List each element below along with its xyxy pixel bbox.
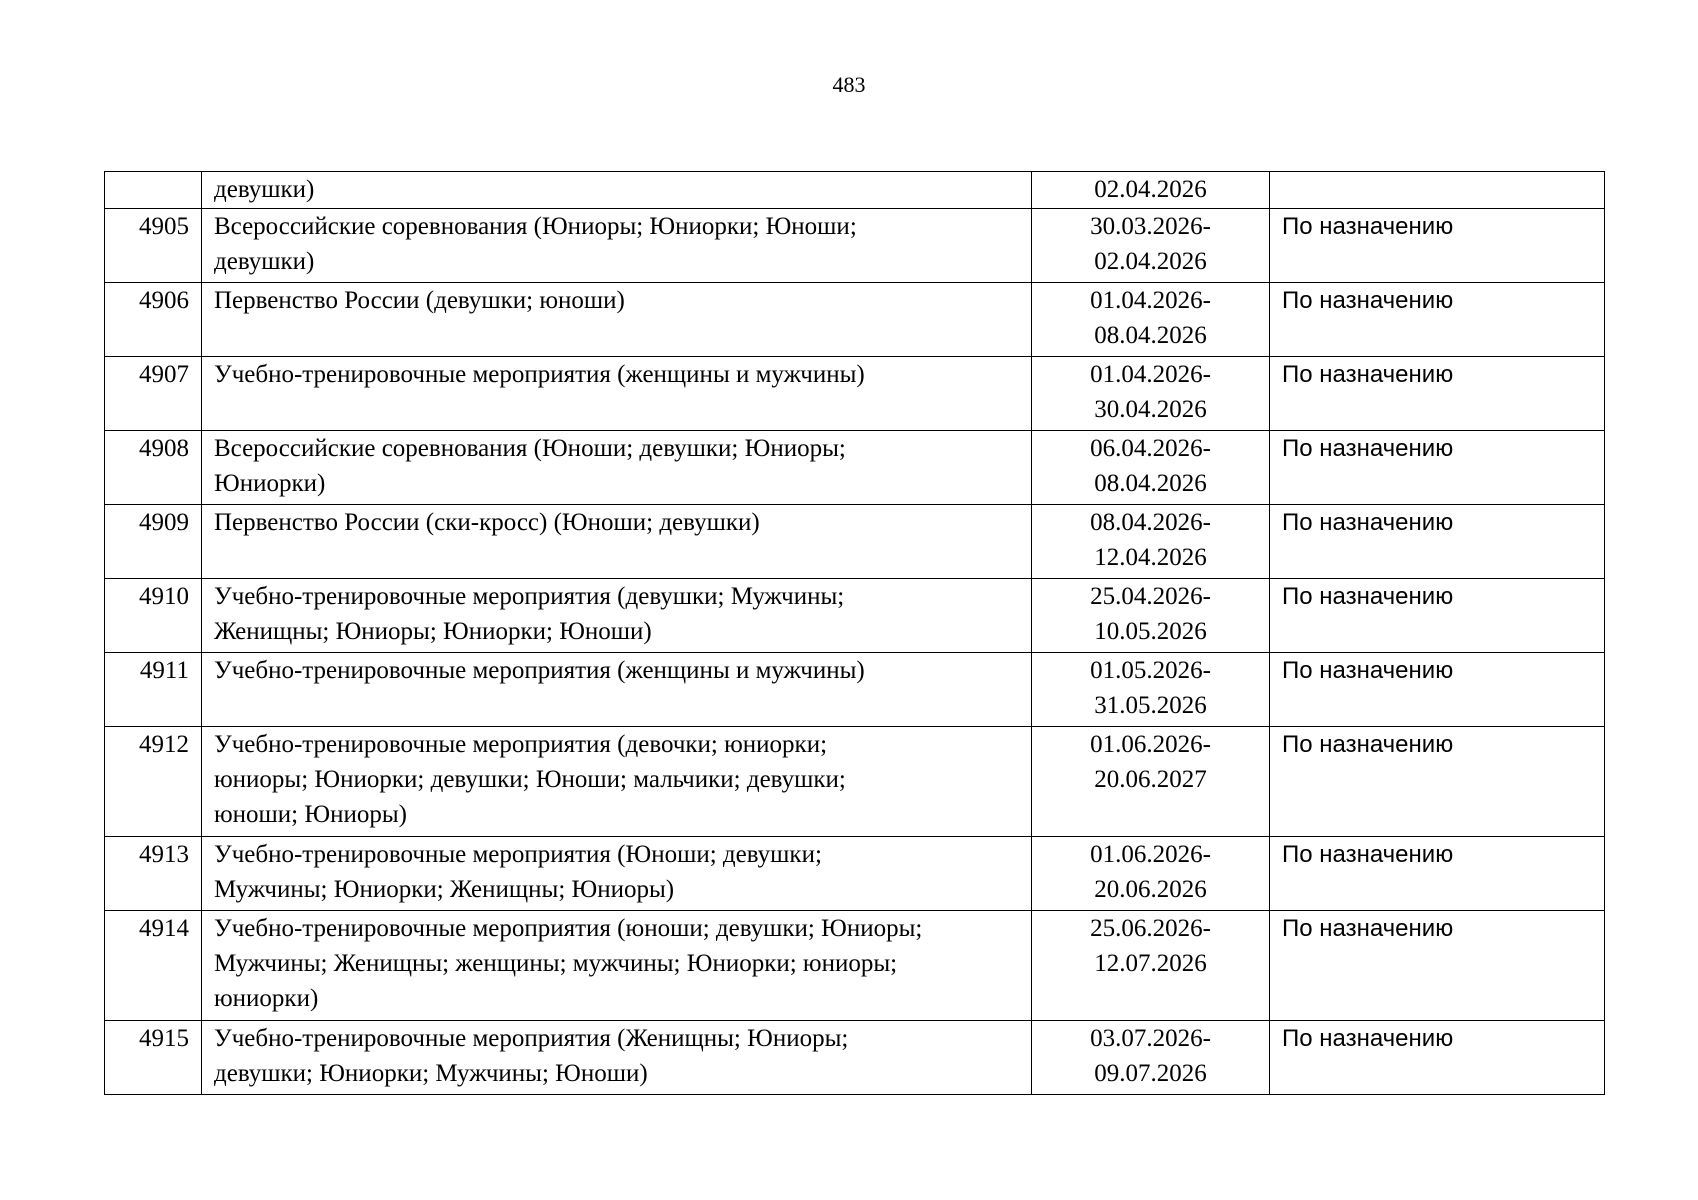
event-dates-cell: [1032, 1021, 1270, 1095]
table-row: [105, 1021, 1605, 1095]
event-date-line: 08.04.2026: [1094, 322, 1207, 349]
event-dates-cell: [1032, 837, 1270, 911]
event-name-cell: [202, 727, 1032, 837]
table-row: [105, 431, 1605, 505]
event-place-cell: По назначению: [1270, 837, 1605, 911]
event-name-line: девушки; Юниорки; Мужчины; Юноши): [214, 1060, 648, 1087]
event-name-line: Юниорки): [214, 470, 326, 497]
event-name-line: Учебно-тренировочные мероприятия (женщины и мужчины): [214, 657, 865, 684]
event-name-line: Учебно-тренировочные мероприятия (девушки; Мужчины;: [214, 583, 845, 610]
table-row: [105, 209, 1605, 283]
event-number-cell: 4912: [105, 727, 202, 837]
events-table: [104, 171, 1605, 1095]
page-number: 483: [832, 72, 866, 97]
event-place-cell: По назначению: [1270, 209, 1605, 283]
table-row: [105, 172, 1605, 209]
event-number-cell: 4909: [105, 505, 202, 579]
event-date-line: 06.04.2026-: [1090, 435, 1211, 462]
event-dates-cell: [1032, 209, 1270, 283]
event-name-line: девушки): [214, 248, 315, 275]
table-row: [105, 727, 1605, 837]
event-number-cell: 4907: [105, 357, 202, 431]
event-name-line: Учебно-тренировочные мероприятия (юноши; девушки; Юниоры;: [214, 915, 923, 942]
event-name-line: Учебно-тренировочные мероприятия (девочки; юниорки;: [214, 731, 828, 758]
event-date-line: 01.06.2026-: [1090, 731, 1211, 758]
event-date-line: 30.03.2026-: [1090, 213, 1211, 240]
table-row: [105, 283, 1605, 357]
event-date-line: 12.04.2026: [1094, 544, 1207, 571]
event-place-cell: По назначению: [1270, 579, 1605, 653]
event-name-line: Учебно-тренировочные мероприятия (женщины и мужчины): [214, 361, 865, 388]
event-name-cell: [202, 653, 1032, 727]
event-name-line: девушки): [214, 176, 315, 203]
event-date-line: 20.06.2026: [1094, 876, 1207, 903]
event-name-cell: [202, 283, 1032, 357]
event-date-line: 12.07.2026: [1094, 950, 1207, 977]
event-place-cell: По назначению: [1270, 1021, 1605, 1095]
event-date-line: 09.07.2026: [1094, 1060, 1207, 1087]
event-number-cell: 4911: [105, 653, 202, 727]
event-dates-cell: [1032, 505, 1270, 579]
event-place-cell: [1270, 172, 1605, 209]
event-date-line: 02.04.2026: [1094, 248, 1207, 275]
event-number-cell: 4910: [105, 579, 202, 653]
event-date-line: 01.04.2026-: [1090, 287, 1211, 314]
event-place-cell: По назначению: [1270, 911, 1605, 1021]
table-row: [105, 837, 1605, 911]
event-date-line: 31.05.2026: [1094, 692, 1207, 719]
table-row: [105, 505, 1605, 579]
event-date-line: 25.06.2026-: [1090, 915, 1211, 942]
event-dates-cell: [1032, 431, 1270, 505]
table-row: [105, 579, 1605, 653]
event-number-cell: 4906: [105, 283, 202, 357]
event-dates-cell: [1032, 653, 1270, 727]
event-name-line: Всероссийские соревнования (Юноши; девушки; Юниоры;: [214, 435, 846, 462]
event-date-line: 30.04.2026: [1094, 396, 1207, 423]
event-dates-cell: [1032, 911, 1270, 1021]
event-place-cell: По назначению: [1270, 431, 1605, 505]
event-date-line: 08.04.2026-: [1090, 509, 1211, 536]
event-name-cell: [202, 911, 1032, 1021]
event-dates-cell: [1032, 579, 1270, 653]
event-date-line: 01.06.2026-: [1090, 841, 1211, 868]
event-name-line: Первенство России (девушки; юноши): [214, 287, 625, 314]
event-number-cell: 4914: [105, 911, 202, 1021]
event-name-cell: [202, 837, 1032, 911]
event-number-cell: 4913: [105, 837, 202, 911]
event-place-cell: По назначению: [1270, 283, 1605, 357]
event-number-cell: [105, 172, 202, 209]
event-name-line: Учебно-тренировочные мероприятия (Женищны; Юниоры;: [214, 1025, 849, 1052]
event-date-line: 20.06.2027: [1094, 766, 1207, 793]
event-name-line: Женищны; Юниоры; Юниорки; Юноши): [214, 618, 652, 645]
event-name-line: юноши; Юниоры): [214, 801, 407, 828]
event-place-cell: По назначению: [1270, 653, 1605, 727]
event-name-line: юниорки): [214, 985, 319, 1012]
event-number-cell: 4905: [105, 209, 202, 283]
event-name-line: Мужчины; Женищны; женщины; мужчины; Юниорки; юниоры;: [214, 950, 898, 977]
event-name-cell: [202, 505, 1032, 579]
table-row: [105, 911, 1605, 1021]
event-date-line: 01.04.2026-: [1090, 361, 1211, 388]
event-date-line: 03.07.2026-: [1090, 1025, 1211, 1052]
event-date-line: 02.04.2026: [1094, 176, 1207, 203]
event-dates-cell: [1032, 283, 1270, 357]
event-name-line: Всероссийские соревнования (Юниоры; Юниорки; Юноши;: [214, 213, 857, 240]
event-name-line: Первенство России (ски-кросс) (Юноши; девушки): [214, 509, 760, 536]
event-dates-cell: [1032, 727, 1270, 837]
event-name-cell: [202, 431, 1032, 505]
event-name-line: Мужчины; Юниорки; Женищны; Юниоры): [214, 876, 675, 903]
event-name-cell: [202, 357, 1032, 431]
event-name-line: юниоры; Юниорки; девушки; Юноши; мальчики; девушки;: [214, 766, 846, 793]
event-name-cell: [202, 579, 1032, 653]
event-number-cell: 4908: [105, 431, 202, 505]
event-name-cell: [202, 209, 1032, 283]
event-date-line: 25.04.2026-: [1090, 583, 1211, 610]
event-dates-cell: [1032, 172, 1270, 209]
event-dates-cell: [1032, 357, 1270, 431]
event-number-cell: 4915: [105, 1021, 202, 1095]
event-name-cell: [202, 172, 1032, 209]
event-name-line: Учебно-тренировочные мероприятия (Юноши; девушки;: [214, 841, 822, 868]
event-name-cell: [202, 1021, 1032, 1095]
table-row: [105, 357, 1605, 431]
event-place-cell: По назначению: [1270, 357, 1605, 431]
event-place-cell: По назначению: [1270, 727, 1605, 837]
event-date-line: 10.05.2026: [1094, 618, 1207, 645]
event-date-line: 08.04.2026: [1094, 470, 1207, 497]
event-date-line: 01.05.2026-: [1090, 657, 1211, 684]
event-place-cell: По назначению: [1270, 505, 1605, 579]
table-row: [105, 653, 1605, 727]
